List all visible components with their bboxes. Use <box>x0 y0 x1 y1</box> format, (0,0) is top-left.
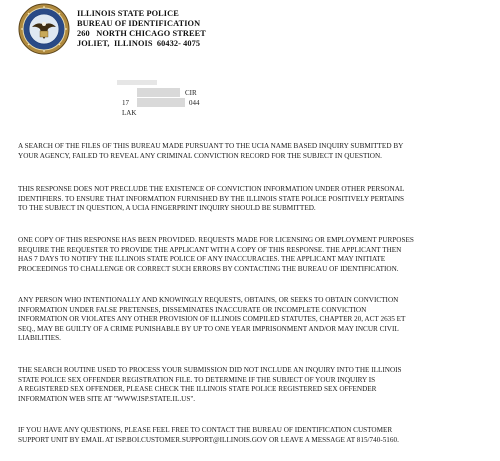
text-line: THE SEARCH ROUTINE USED TO PROCESS YOUR SUBMISSION DID NOT INCLUDE AN INQUIRY INTO THE ILLINOIS <box>18 366 402 374</box>
text-line: SUPPORT UNIT BY EMAIL AT ISP.BOI.CUSTOMER.SUPPORT@ILLINOIS.GOV OR LEAVE A MESSAGE AT 815/740-5160. <box>18 435 399 444</box>
paragraph-disclaimer <box>18 185 404 214</box>
illinois-state-police-seal <box>18 3 70 55</box>
text-line: INFORMATION UNDER FALSE PRETENSES, DISSEMINATES INACCURATE OR INCOMPLETE CONVICTION <box>18 305 367 314</box>
street-address: 260 NORTH CHICAGO STREET <box>77 29 206 38</box>
paragraph-penalty-warning <box>18 296 405 344</box>
redaction-bar <box>137 88 180 97</box>
street-prefix: 17 <box>122 99 129 107</box>
address-line-name <box>115 78 136 88</box>
text-line: HAS 7 DAYS TO NOTIFY THE ILLINOIS STATE POLICE OF ANY INACCURACIES. THE APPLICANT MAY INITIATE <box>18 255 386 264</box>
street-suffix: CIR <box>185 89 197 97</box>
text-line: STATE POLICE SEX OFFENDER REGISTRATION FILE. TO DETERMINE IF THE SUBJECT OF YOUR INQUIRY IS <box>18 375 376 384</box>
text-line: TO THE SUBJECT IN QUESTION, A UCIA FINGERPRINT INQUIRY SHOULD BE SUBMITTED. <box>18 204 316 213</box>
text-line: IDENTIFIERS. TO ENSURE THAT INFORMATION FURNISHED BY THE ILLINOIS STATE POLICE POSITIVELY PERTAINS <box>18 194 405 203</box>
text-line: THIS RESPONSE DOES NOT PRECLUDE THE EXISTENCE OF CONVICTION INFORMATION UNDER OTHER PERSONAL <box>18 185 405 193</box>
redaction-bar <box>137 98 185 107</box>
text-line: INFORMATION OR VIOLATES ANY OTHER PROVISION OF ILLINOIS COMPILED STATUTES, CHAPTER 20, ACT 2635 ET <box>18 315 406 324</box>
address-line-city <box>115 98 200 117</box>
text-line: YOUR AGENCY, FAILED TO REVEAL ANY CRIMINAL CONVICTION RECORD FOR THE SUBJECT IN QUESTION. <box>18 151 382 160</box>
bureau-name: BUREAU OF IDENTIFICATION <box>77 19 201 28</box>
text-line: PROCEEDINGS TO CHALLENGE OR CORRECT SUCH ERRORS BY CONTACTING THE BUREAU OF IDENTIFICATION. <box>18 264 399 273</box>
paragraph-search-result <box>18 142 403 161</box>
text-line: ONE COPY OF THIS RESPONSE HAS BEEN PROVIDED. REQUESTS MADE FOR LICENSING OR EMPLOYMENT PURPOSES <box>18 236 414 244</box>
text-line: A SEARCH OF THE FILES OF THIS BUREAU MADE PURSUANT TO THE UCIA NAME BASED INQUIRY SUBMITTED BY <box>18 142 404 150</box>
text-line: INFORMATION WEB SITE AT "WWW.ISP.STATE.IL.US". <box>18 394 196 403</box>
text-line: SEQ., MAY BE GUILTY OF A CRIME PUNISHABLE BY UP TO ONE YEAR IMPRISONMENT AND/OR MAY INCUR CIVIL <box>18 324 399 333</box>
letterhead <box>77 9 206 49</box>
text-line: IF YOU HAVE ANY QUESTIONS, PLEASE FEEL FREE TO CONTACT THE BUREAU OF IDENTIFICATION CUSTOMER <box>18 426 393 434</box>
text-line: A REGISTERED SEX OFFENDER, PLEASE CHECK THE ILLINOIS STATE POLICE REGISTERED SEX OFFENDER <box>18 385 377 394</box>
text-line: REQUIRE THE REQUESTER TO PROVIDE THE APPLICANT WITH A COPY OF THIS RESPONSE. THE APPLICANT THEN <box>18 245 402 254</box>
paragraph-contact-info <box>18 426 399 445</box>
city-state-zip: JOLIET, ILLINOIS 60432- 4075 <box>77 39 201 48</box>
text-line: LIABILITIES. <box>18 334 61 343</box>
agency-name: ILLINOIS STATE POLICE <box>77 9 179 18</box>
redaction-bar <box>117 80 157 85</box>
recipient-address <box>115 78 200 117</box>
paragraph-copy-notice <box>18 236 414 274</box>
city-suffix: 044 <box>189 99 200 107</box>
text-line: ANY PERSON WHO INTENTIONALLY AND KNOWINGLY REQUESTS, OBTAINS, OR SEEKS TO OBTAIN CONVICTION <box>18 296 399 304</box>
paragraph-sex-offender-notice <box>18 366 402 404</box>
city-prefix: LAK <box>122 109 137 117</box>
